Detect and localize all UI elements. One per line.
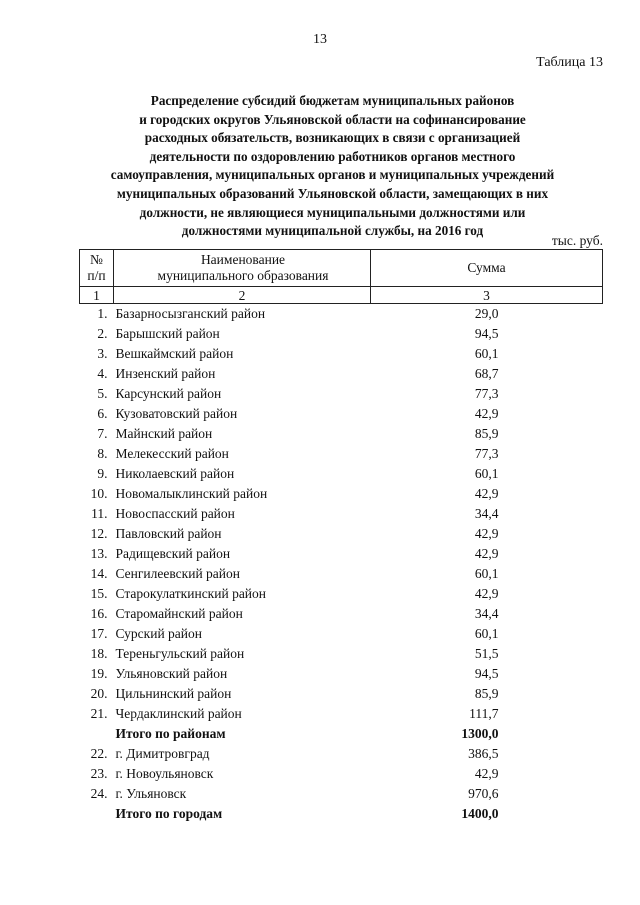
municipality-name: Ульяновский район [115,666,228,681]
table-row [80,524,603,544]
row-number: 22. [90,746,108,761]
municipality-name: Новоспасский район [115,506,235,521]
row-number: 3. [97,346,108,361]
municipality-name: Итого по городам [115,806,223,821]
row-number: 17. [90,626,108,641]
row-number: 4. [97,366,108,381]
row-number: 21. [90,706,108,721]
header-name [114,250,371,287]
subsidy-amount: 60,1 [474,466,499,481]
row-number: 15. [90,586,108,601]
header-num [80,250,114,287]
municipality-name: Мелекесский район [115,446,229,461]
title-line: деятельности по оздоровлению работников органов местного [149,148,516,164]
table-row [80,644,603,664]
subsidy-amount: 68,7 [474,366,499,381]
subsidy-amount: 1300,0 [461,726,499,741]
table-row [80,364,603,384]
table-row [80,384,603,404]
title-line: Распределение субсидий бюджетам муниципальных районов [150,93,515,108]
column-number: 1 [80,287,114,304]
subsidy-amount: 77,3 [474,386,499,401]
subsidy-amount: 34,4 [474,606,499,621]
municipality-name: Павловский район [115,526,222,541]
municipality-name: Николаевский район [115,466,235,481]
row-number: 5. [97,386,108,401]
row-number: 9. [97,466,108,481]
units-label: тыс. руб. [551,233,603,248]
municipality-name: Сенгилеевский район [115,566,240,581]
municipality-name: Старомайнский район [115,606,243,621]
row-number [80,724,114,744]
total-row [80,804,603,824]
municipality-name: Майнский район [115,426,213,441]
table-row [80,404,603,424]
table-row [80,704,603,724]
municipality-name: Вешкаймский район [115,346,234,361]
municipality-name: Радищевский район [115,546,231,561]
municipality-name: Базарносызганский район [115,306,266,321]
row-number: 20. [90,686,108,701]
table-row [80,544,603,564]
header-num-line1: № [90,252,103,267]
table-row [80,324,603,344]
table-row [80,584,603,604]
table-row [80,304,603,325]
municipality-name: г. Новоульяновск [115,766,214,781]
table-row [80,604,603,624]
table-label: Таблица 13 [536,55,603,70]
row-number: 7. [97,426,108,441]
title-line: должности, не являющиеся муниципальными должностями или [139,204,526,220]
subsidy-amount: 42,9 [474,406,499,421]
row-number: 13. [90,546,108,561]
header-name-line2: муниципального образования [157,268,329,283]
table-row [80,464,603,484]
subsidy-amount: 94,5 [474,326,499,341]
document-title [70,92,595,241]
table-row [80,664,603,684]
row-number: 18. [90,646,108,661]
municipality-name: Чердаклинский район [115,706,242,721]
municipality-name: Тереньгульский район [115,646,245,661]
header-sum: Сумма [371,250,603,287]
subsidy-amount: 60,1 [474,626,499,641]
row-number: 2. [97,326,108,341]
subsidy-amount: 42,9 [474,526,499,541]
row-number: 14. [90,566,108,581]
subsidy-amount: 29,0 [474,306,499,321]
row-number: 23. [90,766,108,781]
table-row [80,624,603,644]
municipality-name: г. Димитровград [115,746,210,761]
table-row [80,504,603,524]
column-number: 2 [114,287,371,304]
municipality-name: Старокулаткинский район [115,586,267,601]
municipality-name: Новомалыклинский район [115,486,268,501]
column-number: 3 [371,287,603,304]
subsidy-amount: 85,9 [474,686,499,701]
row-number: 11. [91,506,108,521]
municipality-name: г. Ульяновск [115,786,187,801]
municipality-name: Цильнинский район [115,686,232,701]
subsidy-amount: 42,9 [474,766,499,781]
subsidy-amount: 42,9 [474,486,499,501]
table-row [80,764,603,784]
row-number: 10. [90,486,108,501]
subsidy-amount: 60,1 [474,346,499,361]
row-number: 19. [90,666,108,681]
row-number: 24. [90,786,108,801]
subsidy-amount: 60,1 [474,566,499,581]
row-number: 16. [90,606,108,621]
subsidy-amount: 85,9 [474,426,499,441]
title-line: муниципальных образований Ульяновской области, замещающих в них [116,185,549,201]
row-number: 1. [97,306,108,321]
subsidy-amount: 386,5 [468,746,499,761]
header-num-line2: п/п [87,268,106,283]
table-row [80,564,603,584]
row-number: 12. [90,526,108,541]
subsidy-table [79,249,603,824]
subsidy-amount: 1400,0 [461,806,499,821]
subsidy-amount: 970,6 [468,786,499,801]
table-row [80,444,603,464]
municipality-name: Сурский район [115,626,202,641]
table-row [80,484,603,504]
table-row [80,744,603,764]
subsidy-amount: 77,3 [474,446,499,461]
table-row [80,784,603,804]
table-row [80,424,603,444]
subsidy-amount: 94,5 [474,666,499,681]
table-row [80,344,603,364]
row-number: 8. [97,446,108,461]
municipality-name: Кузоватовский район [115,406,238,421]
title-line: расходных обязательств, возникающих в связи с организацией [144,130,521,146]
municipality-name: Карсунский район [115,386,222,401]
table-row [80,684,603,704]
municipality-name: Итого по районам [115,726,226,741]
title-line: самоуправления, муниципальных органов и муниципальных учреждений [110,167,555,183]
title-line: должностями муниципальной службы, на 2016 год [181,223,484,239]
table-header-row [80,250,603,287]
subsidy-amount: 42,9 [474,586,499,601]
subsidy-amount: 51,5 [474,646,499,661]
municipality-name: Инзенский район [115,366,216,381]
total-row [80,724,603,744]
page-number: 13 [313,32,327,47]
column-number-row [80,287,603,304]
header-name-line1: Наименование [200,252,286,267]
subsidy-amount: 34,4 [474,506,499,521]
row-number: 6. [97,406,108,421]
row-number [80,804,114,824]
subsidy-amount: 42,9 [474,546,499,561]
municipality-name: Барышский район [115,326,220,341]
title-line: и городских округов Ульяновской области на софинансирование [139,111,526,127]
subsidy-amount: 111,7 [469,706,499,721]
